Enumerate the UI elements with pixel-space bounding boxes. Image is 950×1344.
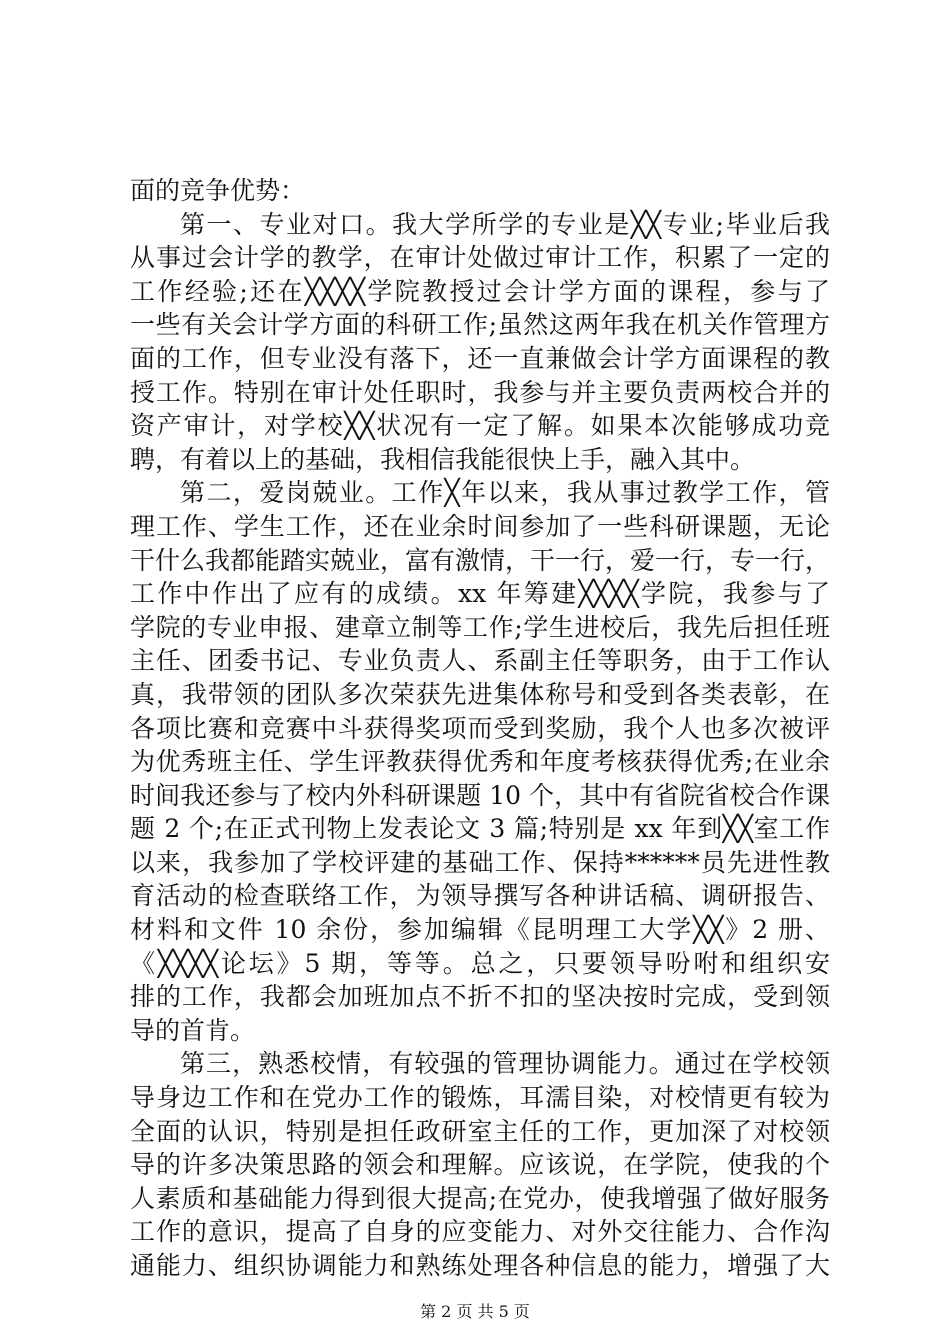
text-line: 从事过会计学的教学，在审计处做过审计工作，积累了一定的 — [130, 243, 830, 273]
text-line: 各项比赛和竞赛中斗获得奖项而受到奖励，我个人也多次被评 — [130, 713, 830, 743]
text-line: 以来，我参加了学校评建的基础工作、保持******员先进性教 — [130, 847, 830, 877]
text-line: 聘，有着以上的基础，我相信我能很快上手，融入其中。 — [130, 444, 756, 474]
text-line: 时间我还参与了校内外科研课题 10 个，其中有省院省校合作课 — [130, 780, 830, 810]
text-line: 导的许多决策思路的领会和理解。应该说，在学院，使我的个 — [130, 1150, 830, 1180]
text-line: 导的首肯。 — [130, 1015, 256, 1045]
body-text — [130, 174, 830, 1283]
text-line: 面的工作，但专业没有落下，还一直兼做会计学方面课程的教 — [130, 343, 830, 373]
text-line: 导身边工作和在党办工作的锻炼，耳濡目染，对校情更有较为 — [130, 1083, 830, 1113]
text-line: 育活动的检查联络工作，为领导撰写各种讲话稿、调研报告、 — [130, 881, 830, 911]
text-line: 工作中作出了应有的成绩。xx 年筹建╳╳╳╳学院，我参与了 — [130, 579, 830, 609]
text-line: 授工作。特别在审计处任职时，我参与并主要负责两校合并的 — [130, 377, 830, 407]
text-line: 材料和文件 10 余份，参加编辑《昆明理工大学╳╳》2 册、 — [130, 915, 830, 945]
text-line: 面的竞争优势： — [130, 176, 306, 205]
text-line: 通能力、组织协调能力和熟练处理各种信息的能力，增强了大 — [130, 1251, 830, 1280]
text-line: 干什么我都能踏实兢业，富有激情，干一行，爱一行，专一行， — [130, 545, 831, 575]
text-line: 一些有关会计学方面的科研工作;虽然这两年我在机关作管理方 — [130, 310, 830, 340]
text-line: 题 2 个;在正式刊物上发表论文 3 篇;特别是 xx 年到╳╳室工作 — [130, 814, 830, 844]
text-line: 资产审计，对学校╳╳状况有一定了解。如果本次能够成功竞 — [130, 411, 830, 441]
text-line: 第二，爱岗兢业。工作╳年以来，我从事过教学工作，管 — [180, 478, 830, 508]
text-line: 排的工作，我都会加班加点不折不扣的坚决按时完成，受到领 — [130, 982, 830, 1012]
text-line: 理工作、学生工作，还在业余时间参加了一些科研课题，无论 — [130, 511, 830, 541]
text-line: 工作经验;还在╳╳╳╳学院教授过会计学方面的课程，参与了 — [130, 276, 830, 306]
page-footer: 第 2 页 共 5 页 — [420, 1302, 530, 1321]
text-line: 全面的认识，特别是担任政研室主任的工作，更加深了对校领 — [130, 1116, 830, 1146]
text-line: 真，我带领的团队多次荣获先进集体称号和受到各类表彰，在 — [130, 679, 830, 709]
text-line: 工作的意识，提高了自身的应变能力、对外交往能力、合作沟 — [130, 1217, 830, 1247]
text-line: 主任、团委书记、专业负责人、系副主任等职务，由于工作认 — [130, 646, 830, 676]
text-line: 《╳╳╳╳论坛》5 期，等等。总之，只要领导吩咐和组织安 — [130, 948, 830, 978]
text-line: 人素质和基础能力得到很大提高;在党办，使我增强了做好服务 — [130, 1183, 830, 1213]
text-line: 学院的专业申报、建章立制等工作;学生进校后，我先后担任班 — [130, 612, 830, 642]
text-line: 第一、专业对口。我大学所学的专业是╳╳专业;毕业后我 — [180, 209, 830, 239]
text-line: 为优秀班主任、学生评教获得优秀和年度考核获得优秀;在业余 — [130, 747, 830, 777]
text-line: 第三，熟悉校情，有较强的管理协调能力。通过在学校领 — [180, 1049, 830, 1079]
